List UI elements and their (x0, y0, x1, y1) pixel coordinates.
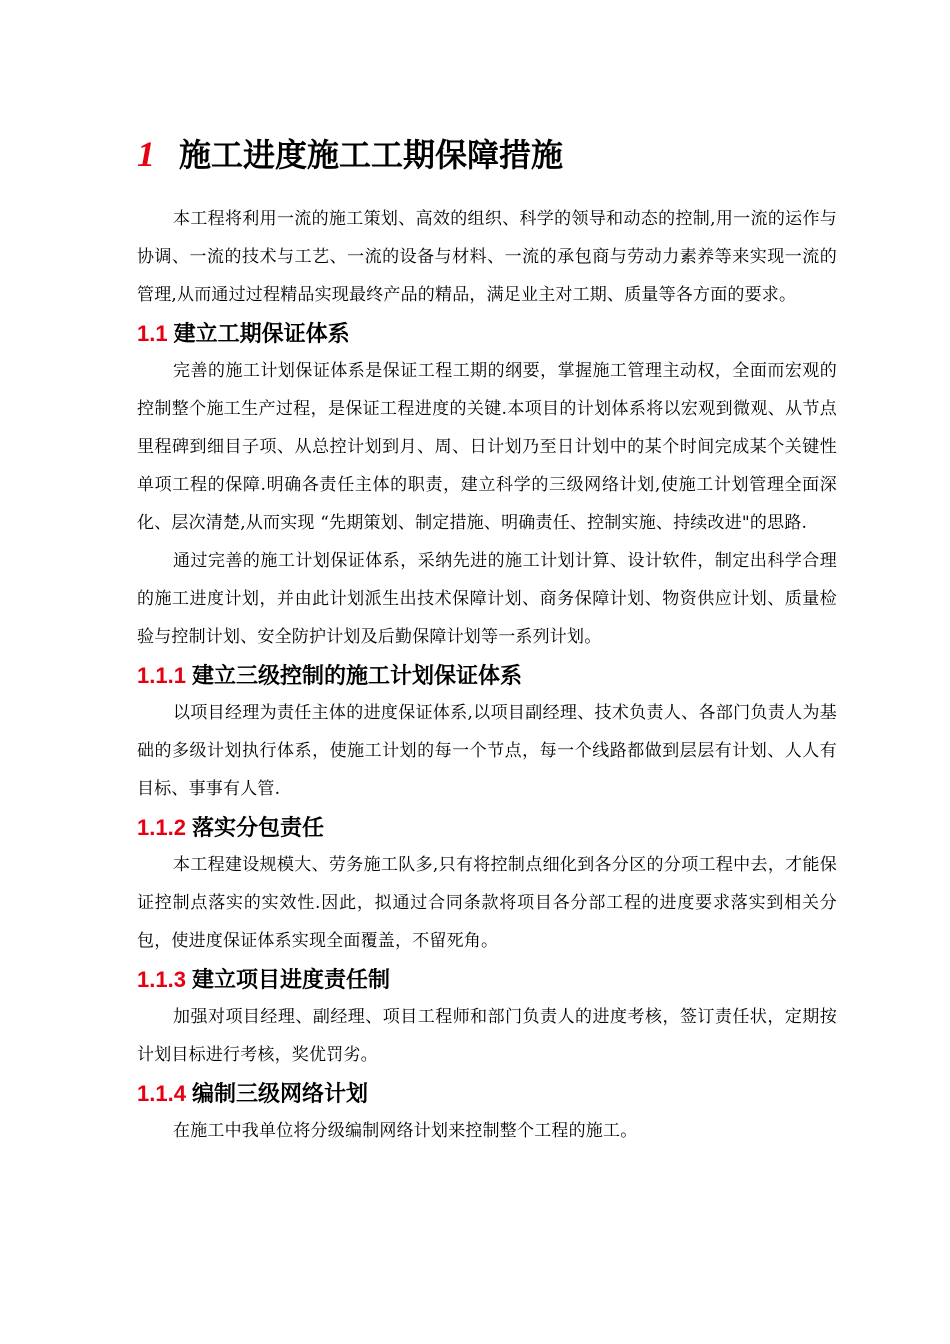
heading-1-1-2 (137, 810, 837, 846)
intro-paragraph: 本工程将利用一流的施工策划、高效的组织、科学的领导和动态的控制,用一流的运作与协调、一流的技术与工艺、一流的设备与材料、一流的承包商与劳动力素养等来实现一流的管理,从而通过过程精品实现最终产品的精品，满足业主对工期、质量等各方面的要求。 (137, 209, 837, 305)
heading-1-1-4-title: 编制三级网络计划 (191, 1082, 368, 1107)
heading-1-1-4-number: 1.1.4 (137, 1081, 186, 1106)
section-1-1-paragraph-1: 完善的施工计划保证体系是保证工程工期的纲要，掌握施工管理主动权，全面而宏观的控制整个施工生产过程，是保证工程进度的关键.本项目的计划体系将以宏观到微观、从节点里程碑到细目子项、从总控计划到月、周、日计划乃至日计划中的某个时间完成某个关键性单项工程的保障.明确各责任主体的职责，建立科学的三级网络计划,使施工计划管理全面深化、层次清楚,从而实现 “先期策划、制定措施、明确责任、控制实施、持续改进"的思路. (137, 361, 837, 533)
section-1-1-4-paragraph: 在施工中我单位将分级编制网络计划来控制整个工程的施工。 (173, 1121, 638, 1141)
heading-1-title: 施工进度施工工期保障措施 (179, 136, 564, 174)
heading-1-1-1-number: 1.1.1 (137, 663, 186, 688)
section-1-1-3-paragraph: 加强对项目经理、副经理、项目工程师和部门负责人的进度考核，签订责任状，定期按计划目标进行考核，奖优罚劣。 (137, 1007, 837, 1065)
heading-1-1-4 (137, 1076, 837, 1112)
heading-1-1-3 (137, 962, 837, 998)
heading-1-1-title: 建立工期保证体系 (173, 322, 350, 347)
section-1-1-1-paragraph: 以项目经理为责任主体的进度保证体系,以项目副经理、技术负责人、各部门负责人为基础的多级计划执行体系，使施工计划的每一个节点，每一个线路都做到层层有计划、人人有目标、事事有人管. (137, 703, 837, 799)
heading-1-1-number: 1.1 (137, 321, 168, 346)
heading-1-1-1 (137, 658, 837, 694)
heading-1-1-2-number: 1.1.2 (137, 815, 186, 840)
document-page (137, 130, 837, 1150)
section-1-1-2-paragraph: 本工程建设规模大、劳务施工队多,只有将控制点细化到各分区的分项工程中去，才能保证控制点落实的实效性.因此，拟通过合同条款将项目各分部工程的进度要求落实到相关分包，使进度保证体系实现全面覆盖，不留死角。 (137, 855, 837, 951)
heading-1-1-3-title: 建立项目进度责任制 (191, 968, 390, 993)
heading-1-number: 1 (137, 134, 155, 174)
section-1-1-paragraph-2: 通过完善的施工计划保证体系，采纳先进的施工计划计算、设计软件，制定出科学合理的施工进度计划，并由此计划派生出技术保障计划、商务保障计划、物资供应计划、质量检验与控制计划、安全防护计划及后勤保障计划等一系列计划。 (137, 551, 837, 647)
heading-1-1-1-title: 建立三级控制的施工计划保证体系 (191, 664, 522, 689)
heading-1 (137, 130, 837, 186)
heading-1-1 (137, 316, 837, 352)
heading-1-1-3-number: 1.1.3 (137, 967, 186, 992)
heading-1-1-2-title: 落实分包责任 (191, 816, 324, 841)
